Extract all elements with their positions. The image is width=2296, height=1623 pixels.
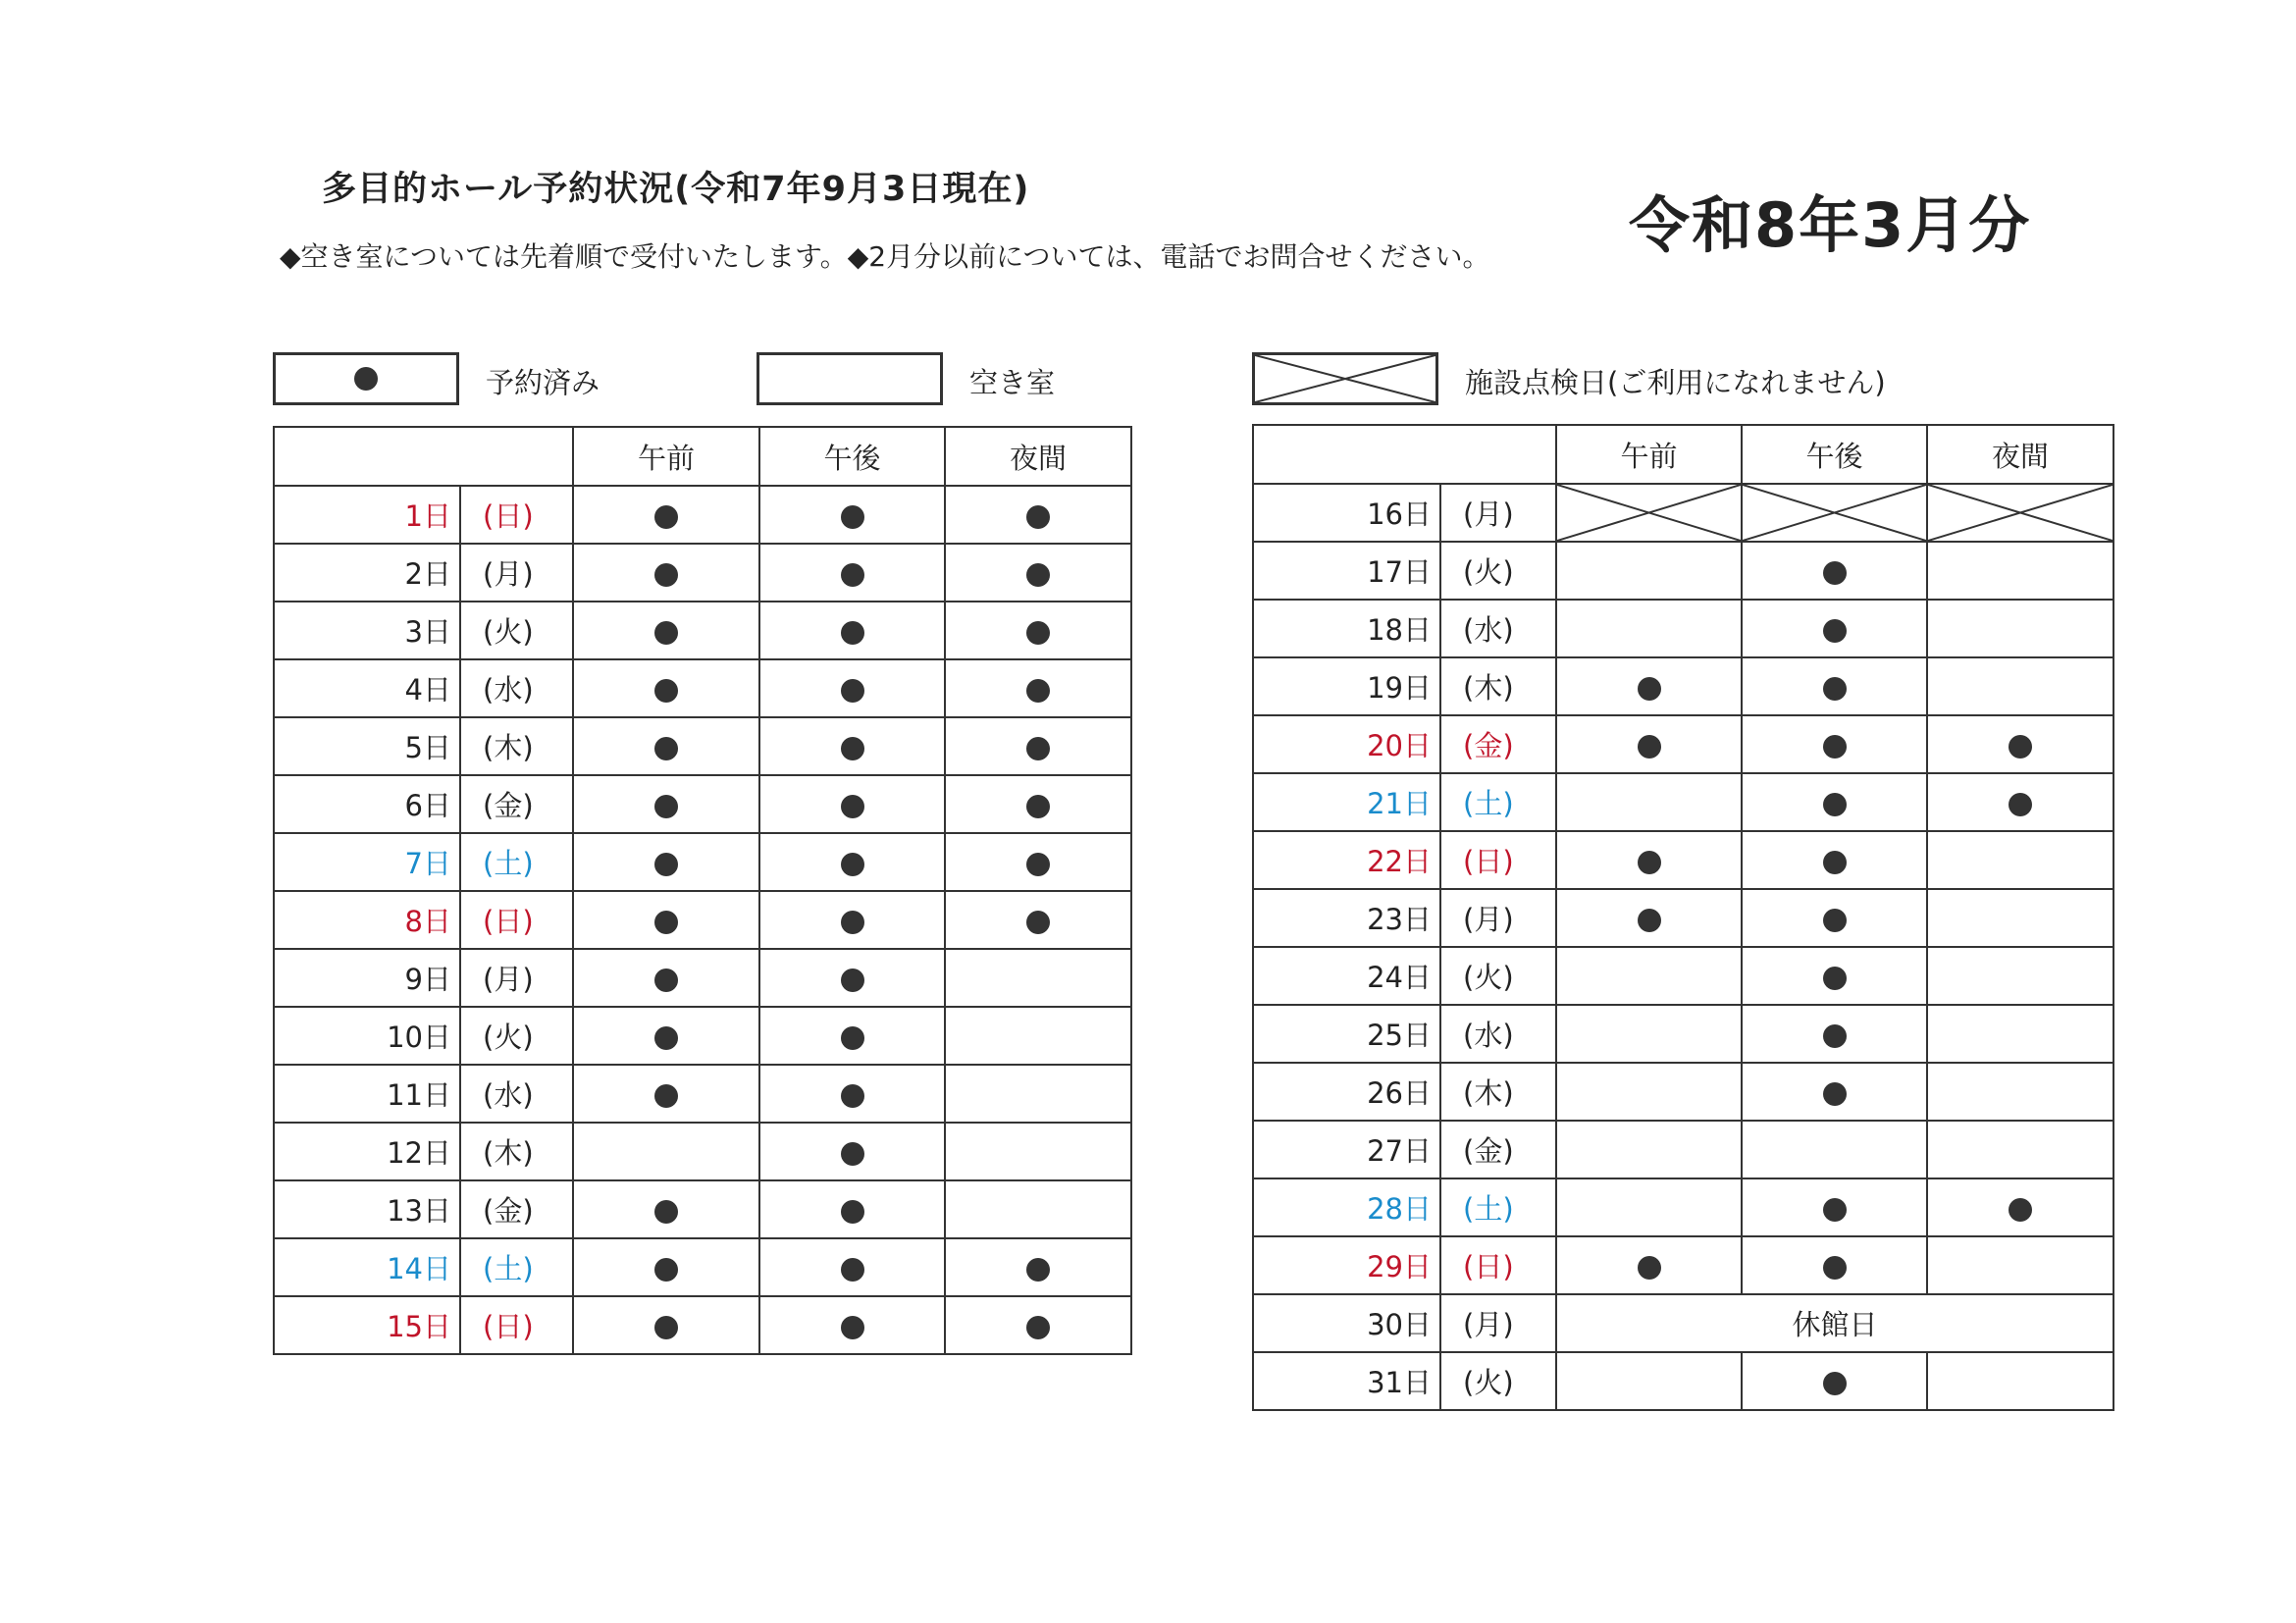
slot-afternoon: [759, 659, 945, 717]
schedule-table-left: [273, 426, 1132, 1355]
day-cell: 20日: [1253, 715, 1440, 773]
slot-afternoon: [759, 833, 945, 891]
slot-afternoon: [1742, 1352, 1927, 1410]
cross-icon: [1928, 485, 2113, 541]
slot-afternoon: [759, 486, 945, 544]
table-row: [274, 1296, 1131, 1354]
header-night: 夜間: [945, 427, 1131, 486]
month-heading: 令和8年3月分: [1629, 189, 2032, 261]
slot-night: [1927, 542, 2113, 600]
table-row: [1253, 1352, 2113, 1410]
table-header-row: [1253, 425, 2113, 484]
slot-night: [945, 659, 1131, 717]
weekday-cell: (水): [1440, 1005, 1556, 1063]
slot-afternoon: [1742, 715, 1927, 773]
slot-night: [945, 486, 1131, 544]
notice-text: ◆空き室については先着順で受付いたします。◆2月分以前については、電話でお問合せください。: [280, 240, 1490, 273]
day-cell: 1日: [274, 486, 460, 544]
slot-morning: [573, 717, 759, 775]
slot-morning: [1556, 889, 1742, 947]
table-row: [1253, 773, 2113, 831]
table-row: [274, 1180, 1131, 1238]
day-cell: 29日: [1253, 1236, 1440, 1294]
day-cell: 18日: [1253, 600, 1440, 657]
slot-morning: [1556, 947, 1742, 1005]
slot-morning: [573, 659, 759, 717]
table-row: [1253, 542, 2113, 600]
booked-dot-icon: [1823, 619, 1847, 643]
cross-icon: [1557, 485, 1741, 541]
booked-dot-icon: [841, 1316, 864, 1339]
header-night: 夜間: [1927, 425, 2113, 484]
table-row: [274, 1007, 1131, 1065]
booked-dot-icon: [1823, 1082, 1847, 1106]
slot-morning: [573, 1180, 759, 1238]
slot-morning: [573, 1065, 759, 1123]
header-blank: [274, 427, 573, 486]
table-row: [274, 891, 1131, 949]
slot-morning: [1556, 1121, 1742, 1178]
table-row: [1253, 947, 2113, 1005]
slot-afternoon: [759, 1238, 945, 1296]
weekday-cell: (月): [460, 949, 573, 1007]
table-row: [1253, 1294, 2113, 1352]
slot-night: [945, 717, 1131, 775]
slot-morning-inspection: [1556, 484, 1742, 542]
slot-morning: [1556, 715, 1742, 773]
booked-dot-icon: [1638, 909, 1661, 932]
weekday-cell: (土): [1440, 773, 1556, 831]
weekday-cell: (日): [460, 891, 573, 949]
slot-afternoon: [759, 1296, 945, 1354]
booked-dot-icon: [1026, 737, 1050, 760]
booked-dot-icon: [1823, 1024, 1847, 1048]
slot-night: [1927, 1178, 2113, 1236]
booked-dot-icon: [841, 1142, 864, 1166]
table-row: [1253, 600, 2113, 657]
slot-night: [1927, 889, 2113, 947]
booked-dot-icon: [354, 367, 378, 391]
booked-dot-icon: [841, 795, 864, 818]
booked-dot-icon: [654, 911, 678, 934]
day-cell: 21日: [1253, 773, 1440, 831]
booked-dot-icon: [841, 563, 864, 587]
slot-morning: [1556, 773, 1742, 831]
slot-afternoon: [1742, 1005, 1927, 1063]
day-cell: 2日: [274, 544, 460, 602]
weekday-cell: (金): [460, 1180, 573, 1238]
slot-night: [945, 775, 1131, 833]
weekday-cell: (木): [460, 717, 573, 775]
booked-dot-icon: [1026, 505, 1050, 529]
slot-night: [945, 949, 1131, 1007]
slot-night: [1927, 715, 2113, 773]
day-cell: 31日: [1253, 1352, 1440, 1410]
booked-dot-icon: [1026, 621, 1050, 645]
slot-night-inspection: [1927, 484, 2113, 542]
day-cell: 16日: [1253, 484, 1440, 542]
slot-night: [945, 602, 1131, 659]
weekday-cell: (月): [1440, 484, 1556, 542]
slot-night: [1927, 600, 2113, 657]
slot-morning: [573, 949, 759, 1007]
slot-afternoon: [1742, 542, 1927, 600]
slot-night: [945, 833, 1131, 891]
table-row: [1253, 657, 2113, 715]
table-row: [274, 486, 1131, 544]
slot-afternoon: [759, 891, 945, 949]
booked-dot-icon: [841, 621, 864, 645]
day-cell: 5日: [274, 717, 460, 775]
booked-dot-icon: [841, 969, 864, 992]
booked-dot-icon: [841, 1084, 864, 1108]
weekday-cell: (火): [1440, 947, 1556, 1005]
slot-morning: [1556, 1236, 1742, 1294]
day-cell: 15日: [274, 1296, 460, 1354]
booked-dot-icon: [841, 679, 864, 703]
table-row: [274, 1123, 1131, 1180]
slot-night: [945, 1296, 1131, 1354]
table-row: [1253, 1121, 2113, 1178]
day-cell: 24日: [1253, 947, 1440, 1005]
booked-dot-icon: [2009, 735, 2032, 759]
table-row: [1253, 715, 2113, 773]
booked-dot-icon: [841, 911, 864, 934]
table-row: [274, 833, 1131, 891]
day-cell: 25日: [1253, 1005, 1440, 1063]
slot-night: [945, 1065, 1131, 1123]
slot-afternoon: [759, 717, 945, 775]
slot-night: [1927, 657, 2113, 715]
slot-night: [945, 1238, 1131, 1296]
day-cell: 22日: [1253, 831, 1440, 889]
slot-morning: [1556, 657, 1742, 715]
header-afternoon: 午後: [759, 427, 945, 486]
slot-afternoon: [1742, 1121, 1927, 1178]
booked-dot-icon: [654, 1316, 678, 1339]
weekday-cell: (火): [460, 1007, 573, 1065]
slot-afternoon: [759, 949, 945, 1007]
day-cell: 9日: [274, 949, 460, 1007]
slot-afternoon: [1742, 657, 1927, 715]
table-row: [1253, 1005, 2113, 1063]
weekday-cell: (月): [460, 544, 573, 602]
table-row: [1253, 1178, 2113, 1236]
slot-morning: [573, 1007, 759, 1065]
slot-afternoon: [759, 1007, 945, 1065]
booked-dot-icon: [1026, 853, 1050, 876]
weekday-cell: (土): [1440, 1178, 1556, 1236]
slot-morning: [1556, 1178, 1742, 1236]
weekday-cell: (日): [1440, 831, 1556, 889]
booked-dot-icon: [841, 853, 864, 876]
slot-morning: [573, 833, 759, 891]
day-cell: 12日: [274, 1123, 460, 1180]
page-title: 多目的ホール予約状況(令和7年9月3日現在): [322, 170, 1030, 209]
weekday-cell: (水): [1440, 600, 1556, 657]
slot-afternoon: [1742, 1063, 1927, 1121]
weekday-cell: (水): [460, 1065, 573, 1123]
slot-night: [945, 544, 1131, 602]
booked-dot-icon: [841, 737, 864, 760]
slot-afternoon: [1742, 889, 1927, 947]
booked-dot-icon: [1823, 677, 1847, 701]
booked-dot-icon: [654, 1200, 678, 1224]
day-cell: 11日: [274, 1065, 460, 1123]
header-blank: [1253, 425, 1556, 484]
booked-dot-icon: [654, 1084, 678, 1108]
booked-dot-icon: [1026, 1258, 1050, 1282]
weekday-cell: (月): [1440, 1294, 1556, 1352]
legend-booked-label: 予約済み: [486, 366, 600, 399]
cross-icon: [1743, 485, 1926, 541]
weekday-cell: (火): [1440, 542, 1556, 600]
weekday-cell: (火): [460, 602, 573, 659]
weekday-cell: (金): [1440, 1121, 1556, 1178]
weekday-cell: (日): [460, 1296, 573, 1354]
table-row: [274, 717, 1131, 775]
day-cell: 13日: [274, 1180, 460, 1238]
slot-night: [945, 891, 1131, 949]
table-header-row: [274, 427, 1131, 486]
table-row: [274, 659, 1131, 717]
slot-morning: [1556, 542, 1742, 600]
weekday-cell: (金): [460, 775, 573, 833]
legend-booked-box: [273, 352, 459, 405]
slot-afternoon: [1742, 1236, 1927, 1294]
slot-night: [1927, 1352, 2113, 1410]
slot-night: [945, 1123, 1131, 1180]
table-row: [274, 949, 1131, 1007]
booked-dot-icon: [1638, 1256, 1661, 1280]
booked-dot-icon: [654, 679, 678, 703]
slot-night: [1927, 1236, 2113, 1294]
booked-dot-icon: [654, 969, 678, 992]
booked-dot-icon: [1026, 563, 1050, 587]
table-row: [274, 775, 1131, 833]
slot-morning: [573, 1296, 759, 1354]
slot-afternoon: [1742, 831, 1927, 889]
slot-morning: [573, 775, 759, 833]
slot-morning: [1556, 831, 1742, 889]
booked-dot-icon: [1026, 1316, 1050, 1339]
booked-dot-icon: [1638, 851, 1661, 874]
booked-dot-icon: [1638, 735, 1661, 759]
booked-dot-icon: [654, 853, 678, 876]
weekday-cell: (土): [460, 1238, 573, 1296]
day-cell: 30日: [1253, 1294, 1440, 1352]
slot-morning: [1556, 1352, 1742, 1410]
slot-afternoon: [759, 1180, 945, 1238]
booked-dot-icon: [1823, 1198, 1847, 1222]
slot-night: [945, 1180, 1131, 1238]
booked-dot-icon: [1638, 677, 1661, 701]
slot-morning: [1556, 1005, 1742, 1063]
table-row: [274, 1065, 1131, 1123]
weekday-cell: (木): [1440, 657, 1556, 715]
table-row: [1253, 1236, 2113, 1294]
slot-afternoon: [759, 602, 945, 659]
schedule-table-right: [1252, 424, 2114, 1411]
booked-dot-icon: [1026, 911, 1050, 934]
slot-night: [1927, 1121, 2113, 1178]
legend-vacant-label: 空き室: [969, 366, 1056, 399]
booked-dot-icon: [1823, 793, 1847, 816]
cross-icon: [1255, 355, 1435, 402]
weekday-cell: (土): [460, 833, 573, 891]
booked-dot-icon: [1026, 679, 1050, 703]
booked-dot-icon: [1823, 851, 1847, 874]
booked-dot-icon: [1823, 1372, 1847, 1395]
day-cell: 7日: [274, 833, 460, 891]
day-cell: 6日: [274, 775, 460, 833]
booked-dot-icon: [1823, 735, 1847, 759]
legend-vacant-box: [757, 352, 943, 405]
slot-afternoon: [1742, 947, 1927, 1005]
table-row: [1253, 1063, 2113, 1121]
slot-night: [1927, 947, 2113, 1005]
day-cell: 14日: [274, 1238, 460, 1296]
slot-morning: [573, 1123, 759, 1180]
day-cell: 19日: [1253, 657, 1440, 715]
day-cell: 8日: [274, 891, 460, 949]
slot-afternoon: [759, 544, 945, 602]
slot-night: [1927, 773, 2113, 831]
slot-afternoon: [759, 1123, 945, 1180]
slot-morning: [1556, 1063, 1742, 1121]
slot-morning: [573, 1238, 759, 1296]
booked-dot-icon: [654, 1258, 678, 1282]
slot-night: [1927, 1005, 2113, 1063]
table-row: [274, 602, 1131, 659]
day-cell: 17日: [1253, 542, 1440, 600]
legend-inspection-box: [1252, 352, 1438, 405]
weekday-cell: (日): [460, 486, 573, 544]
day-cell: 26日: [1253, 1063, 1440, 1121]
booked-dot-icon: [654, 737, 678, 760]
booked-dot-icon: [841, 1258, 864, 1282]
booked-dot-icon: [841, 1026, 864, 1050]
header-morning: 午前: [573, 427, 759, 486]
weekday-cell: (月): [1440, 889, 1556, 947]
closed-day-cell: 休館日: [1556, 1294, 2113, 1352]
booked-dot-icon: [1823, 967, 1847, 990]
weekday-cell: (木): [460, 1123, 573, 1180]
booked-dot-icon: [654, 795, 678, 818]
weekday-cell: (日): [1440, 1236, 1556, 1294]
day-cell: 4日: [274, 659, 460, 717]
booked-dot-icon: [654, 505, 678, 529]
day-cell: 3日: [274, 602, 460, 659]
weekday-cell: (火): [1440, 1352, 1556, 1410]
booked-dot-icon: [2009, 1198, 2032, 1222]
weekday-cell: (水): [460, 659, 573, 717]
slot-morning: [573, 486, 759, 544]
slot-night: [1927, 1063, 2113, 1121]
day-cell: 28日: [1253, 1178, 1440, 1236]
legend-inspection-label: 施設点検日(ご利用になれません): [1465, 366, 1886, 399]
day-cell: 23日: [1253, 889, 1440, 947]
booked-dot-icon: [654, 621, 678, 645]
table-row: [1253, 831, 2113, 889]
weekday-cell: (木): [1440, 1063, 1556, 1121]
booked-dot-icon: [1026, 795, 1050, 818]
table-row: [274, 544, 1131, 602]
table-row: [1253, 889, 2113, 947]
slot-afternoon: [1742, 773, 1927, 831]
booked-dot-icon: [1823, 909, 1847, 932]
booked-dot-icon: [654, 1026, 678, 1050]
weekday-cell: (金): [1440, 715, 1556, 773]
booked-dot-icon: [841, 1200, 864, 1224]
slot-afternoon-inspection: [1742, 484, 1927, 542]
booked-dot-icon: [1823, 561, 1847, 585]
slot-morning: [573, 602, 759, 659]
day-cell: 27日: [1253, 1121, 1440, 1178]
slot-afternoon: [759, 775, 945, 833]
booked-dot-icon: [654, 563, 678, 587]
slot-morning: [573, 891, 759, 949]
slot-afternoon: [1742, 1178, 1927, 1236]
booked-dot-icon: [1823, 1256, 1847, 1280]
slot-morning: [1556, 600, 1742, 657]
header-morning: 午前: [1556, 425, 1742, 484]
slot-afternoon: [1742, 600, 1927, 657]
slot-morning: [573, 544, 759, 602]
table-row: [274, 1238, 1131, 1296]
header-afternoon: 午後: [1742, 425, 1927, 484]
booked-dot-icon: [841, 505, 864, 529]
slot-afternoon: [759, 1065, 945, 1123]
slot-night: [1927, 831, 2113, 889]
table-row: [1253, 484, 2113, 542]
day-cell: 10日: [274, 1007, 460, 1065]
booked-dot-icon: [2009, 793, 2032, 816]
slot-night: [945, 1007, 1131, 1065]
